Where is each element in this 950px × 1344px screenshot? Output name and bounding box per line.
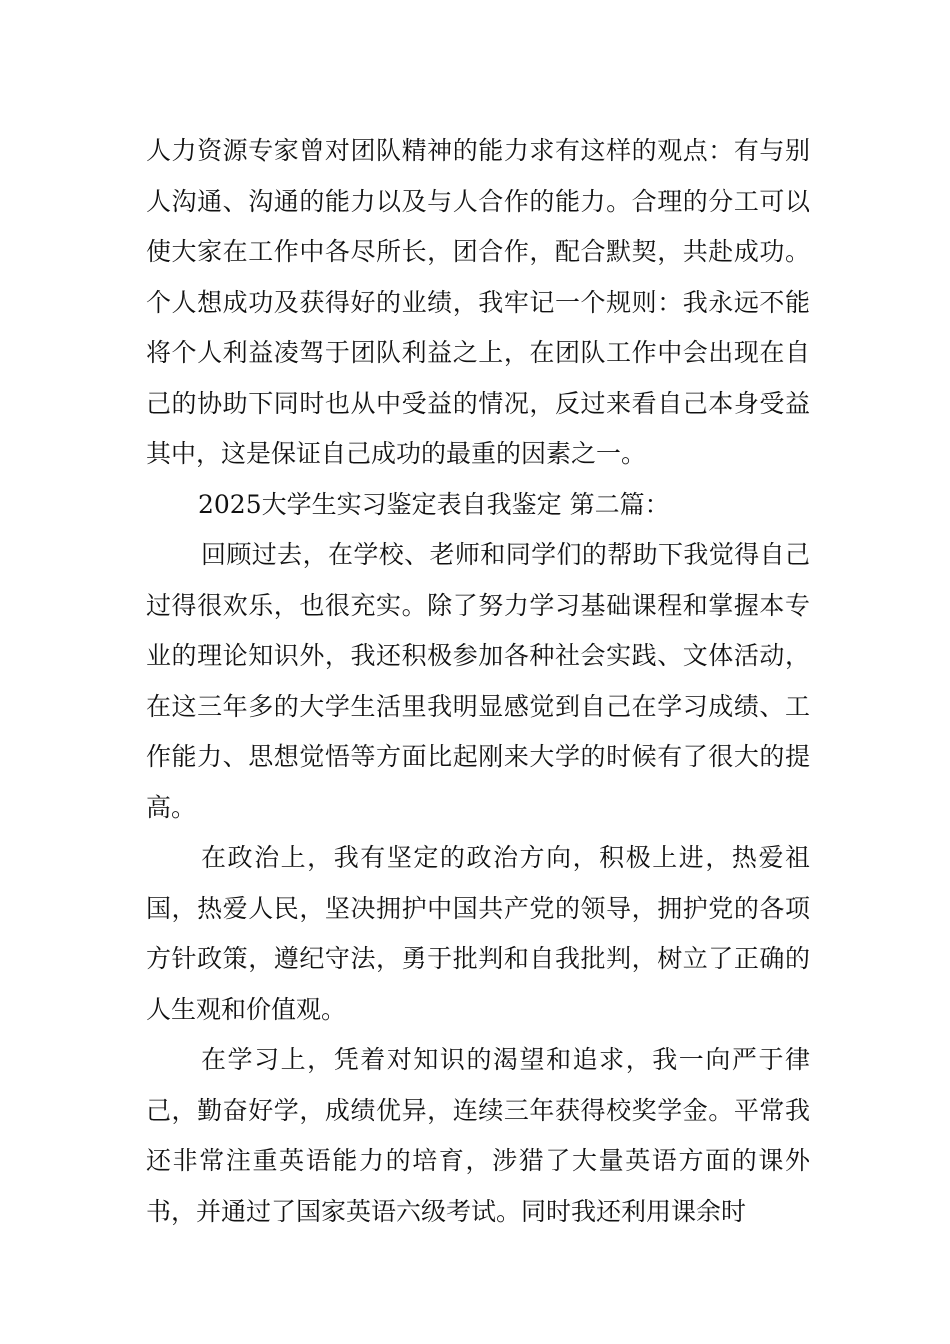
paragraph-review: 回顾过去，在学校、老师和同学们的帮助下我觉得自己过得很欢乐，也很充实。除了努力学习基础课程和掌握本专业的理论知识外，我还积极参加各种社会实践、文体活动，在这三年多的大学生活里我明显感觉到自己在学习成绩、工作能力、思想觉悟等方面比起刚来大学的时候有了很大的提高。 bbox=[146, 540, 810, 822]
section-heading: 2025大学生实习鉴定表自我鉴定 第二篇： bbox=[198, 489, 670, 519]
document-body bbox=[146, 126, 810, 1237]
paragraph-study: 在学习上，凭着对知识的渴望和追求，我一向严于律己，勤奋好学，成绩优异，连续三年获得校奖学金。平常我还非常注重英语能力的培育，涉猎了大量英语方面的课外书，并通过了国家英语六级考试。同时我还利用课余时 bbox=[146, 1045, 810, 1226]
paragraph-team-spirit: 人力资源专家曾对团队精神的能力求有这样的观点：有与别人沟通、沟通的能力以及与人合作的能力。合理的分工可以使大家在工作中各尽所长，团合作，配合默契，共赴成功。个人想成功及获得好的业绩，我牢记一个规则：我永远不能将个人利益凌驾于团队利益之上，在团队工作中会出现在自己的协助下同时也从中受益的情况，反过来看自己本身受益其中，这是保证自己成功的最重的因素之一。 bbox=[146, 136, 810, 468]
paragraph-politics: 在政治上，我有坚定的政治方向，积极上进，热爱祖国，热爱人民，坚决拥护中国共产党的领导，拥护党的各项方针政策，遵纪守法，勇于批判和自我批判，树立了正确的人生观和价值观。 bbox=[146, 843, 810, 1024]
